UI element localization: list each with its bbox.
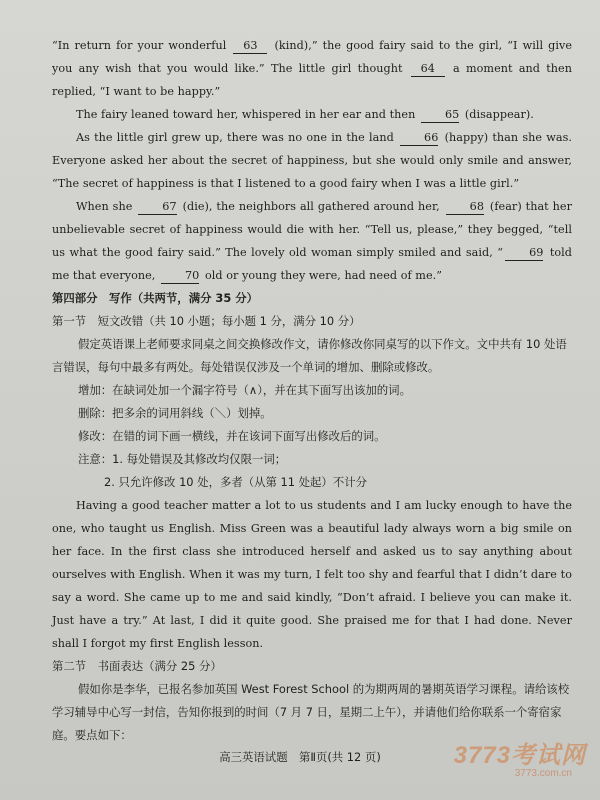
blank-63: 63 bbox=[233, 38, 267, 54]
watermark-text: 3773考试网 bbox=[453, 742, 586, 769]
blank-68: 68 bbox=[446, 199, 484, 215]
blank-67: 67 bbox=[138, 199, 176, 215]
story-paragraph-3: As the little girl grew up, there was no one in the land 66 (happy) than she was. Everyone asked her about the secret of happiness, but she would only smile and answer, “The secret of happiness is that I listened to a good fairy when I was a little girl.” bbox=[52, 131, 572, 190]
part4-title: 第四部分 写作（共两节，满分 35 分） bbox=[52, 291, 259, 305]
rule-delete: 删除：把多余的词用斜线（＼）划掉。 bbox=[78, 406, 272, 420]
watermark-logo bbox=[454, 735, 586, 779]
story-paragraph-1: “In return for your wonderful 63 (kind),” the good fairy said to the girl, “I will give you any wish that you would like.” The little girl thought 64 a moment and then replied, “I want to be happy.” bbox=[52, 39, 572, 98]
section2-title: 第二节 书面表达（满分 25 分） bbox=[52, 659, 222, 673]
note-1: 注意：1. 每处错误及其修改均仅限一词； bbox=[78, 452, 287, 466]
blank-64: 64 bbox=[411, 61, 445, 77]
rule-add: 增加：在缺词处加一个漏字符号（∧），并在其下面写出该加的词。 bbox=[78, 383, 411, 397]
section1-instructions: 假定英语课上老师要求同桌之间交换修改作文，请你修改你同桌写的以下作文。文中共有 10 处语言错误，每句中最多有两处。每处错误仅涉及一个单词的增加、删除或修改。 bbox=[52, 337, 567, 374]
watermark-url: 3773.com.cn bbox=[514, 768, 572, 779]
blank-66: 66 bbox=[400, 130, 438, 146]
rule-modify: 修改：在错的词下画一横线，并在该词下面写出修改后的词。 bbox=[78, 429, 386, 443]
page-footer: 高三英语试题 第Ⅱ页(共 12 页) bbox=[219, 750, 381, 764]
blank-65: 65 bbox=[421, 107, 459, 123]
note-2: 2. 只允许修改 10 处，多者（从第 11 处起）不计分 bbox=[104, 475, 367, 489]
blank-69: 69 bbox=[505, 245, 543, 261]
blank-70: 70 bbox=[161, 268, 199, 284]
story-paragraph-2: The fairy leaned toward her, whispered in her ear and then 65 (disappear). bbox=[76, 108, 534, 121]
essay-paragraph: Having a good teacher matter a lot to us students and I am lucky enough to have the one, who taught us English. Miss Green was a beautiful lady always worn a big smile on her face. In the first class she introduced herself and asked us to say anything about ourselves with English. When it was my turn, I felt too shy and fearful that I didn’t dare to say a word. She came up to me and said kindly, “Don’t afraid. I believe you can make it. Just have a try.” At last, I did it quite good. She praised me for that I had done. Never shall I forgot my first English lesson. bbox=[52, 499, 572, 650]
section1-title: 第一节 短文改错（共 10 小题；每小题 1 分，满分 10 分） bbox=[52, 314, 361, 328]
story-paragraph-4: When she 67 (die), the neighbors all gathered around her, 68 (fear) that her unbelievable secret of happiness would die with her. “Tell us, please,” they begged, “tell us what the good fairy said.” The lovely old woman simply smiled and said, “ 69 told me that everyone, 70 old or young they were, had need of me.” bbox=[52, 200, 573, 282]
section2-instructions: 假如你是李华，已报名参加英国 West Forest School 的为期两周的暑期英语学习课程。请给该校学习辅导中心写一封信，告知你报到的时间（7 月 7 日，星期二上午），并请他们给你联系一个寄宿家庭。要点如下： bbox=[52, 682, 570, 742]
